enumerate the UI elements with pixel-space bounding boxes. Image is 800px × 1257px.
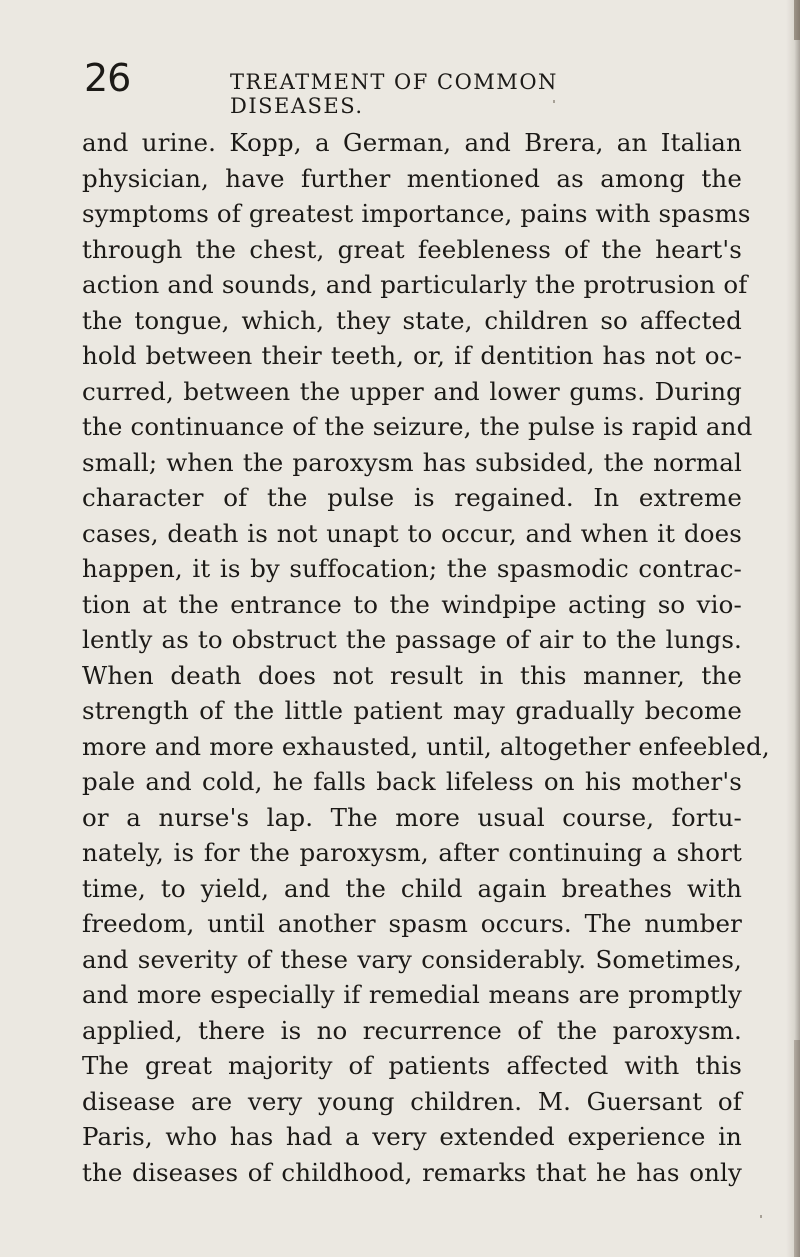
text-line: through the chest, great feebleness of the heart's (82, 234, 742, 264)
text-line: the diseases of childhood, remarks that he has only (82, 1157, 742, 1187)
text-line: curred, between the upper and lower gums. During (82, 376, 742, 406)
running-head (84, 56, 644, 118)
text-line: applied, there is no recurrence of the paroxysm. (82, 1015, 742, 1045)
text-line: the tongue, which, they state, children so affected (82, 305, 742, 335)
text-line: physician, have further mentioned as among the (82, 163, 742, 193)
running-title: TREATMENT OF COMMON DISEASES. (230, 70, 558, 118)
text-line: and severity of these vary considerably. Sometimes, (82, 944, 742, 974)
paper-speck (760, 1215, 762, 1218)
page-edge-mark (794, 1040, 800, 1257)
text-line: more and more exhausted, until, altogether enfeebled, (82, 731, 770, 761)
text-line: time, to yield, and the child again breathes with (82, 873, 742, 903)
text-line: or a nurse's lap. The more usual course, fortu- (82, 802, 742, 832)
text-line: and urine. Kopp, a German, and Brera, an Italian (82, 128, 742, 157)
text-line: action and sounds, and particularly the protrusion of (82, 270, 748, 299)
page-number: 26 (84, 56, 131, 100)
paper-speck (553, 100, 555, 103)
text-line: happen, it is by suffocation; the spasmodic contrac- (82, 554, 742, 583)
text-line: hold between their teeth, or, if dentition has not oc- (82, 341, 742, 370)
page-edge-mark (794, 0, 800, 40)
text-line: When death does not result in this manner, the (82, 660, 742, 690)
text-line: The great majority of patients affected with this (82, 1051, 742, 1080)
text-line: the continuance of the seizure, the pulse is rapid and (82, 412, 753, 441)
text-line: character of the pulse is regained. In extreme (82, 483, 742, 512)
text-line: tion at the entrance to the windpipe acting so vio- (82, 589, 742, 619)
text-line: cases, death is not unapt to occur, and when it does (82, 518, 742, 548)
text-line: lently as to obstruct the passage of air to the lungs. (82, 625, 742, 654)
text-line: symptoms of greatest importance, pains with spasms (82, 199, 751, 228)
text-line: nately, is for the paroxysm, after continuing a short (82, 838, 742, 867)
text-line: strength of the little patient may gradually become (82, 696, 742, 725)
text-line: small; when the paroxysm has subsided, the normal (82, 447, 742, 477)
text-line: and more especially if remedial means are promptly (82, 980, 742, 1009)
text-line: Paris, who has had a very extended experience in (82, 1122, 742, 1151)
body-text (82, 125, 770, 1190)
text-line: pale and cold, he falls back lifeless on his mother's (82, 767, 742, 796)
text-line: freedom, until another spasm occurs. The number (82, 909, 742, 938)
text-line: disease are very young children. M. Guersant of (82, 1086, 742, 1116)
